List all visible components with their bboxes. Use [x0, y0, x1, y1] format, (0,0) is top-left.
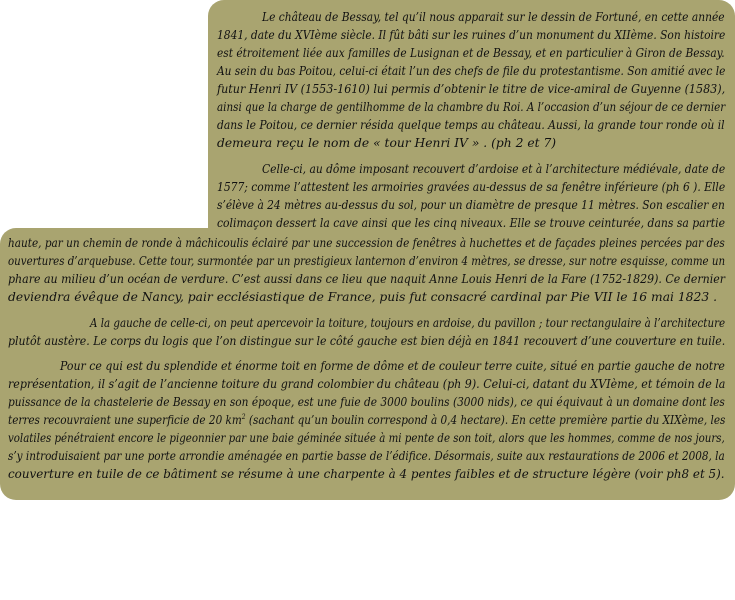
superscript-2: 2 [241, 412, 246, 421]
paragraph-4-line-3: puissance de la chastelerie de Bessay en son époque, est une fuie de 3000 boulins (3000 nids), ce qui équivaut à un domaine dont les [8, 395, 725, 409]
paragraph-4-line-7: couverture en tuile de ce bâtiment se résume à une charpente à 4 pentes faibles et de structure légère (voir ph8 et 5). [8, 467, 725, 481]
paragraph-3-line-1: A la gauche de celle-ci, on peut apercevoir la toiture, toujours en ardoise, du pavillon ; tour rectangulaire à l’architecture [90, 316, 726, 330]
paragraph-2-line-3: s’élève à 24 mètres au-dessus du sol, pour un diamètre de presque 11 mètres. Son escalier en [217, 198, 725, 212]
paragraph-4-line-4-rest: (sachant qu’un boulin correspond à 0,4 hectare). En cette première partie du XIXème, les [245, 413, 726, 427]
paragraph-4-line-6: s’y introduisaient par une porte arrondie aménagée en partie basse de l’édifice. Désormais, suite aux restaurations de 2006 et 2008, la [8, 449, 725, 463]
paragraph-2-line-7: phare au milieu d’un océan de verdure. C’est aussi dans ce lieu que naquit Anne Louis Henri de la Fare (1752-1829). Ce dernier [8, 272, 726, 286]
paragraph-2-line-4: colimaçon dessert la cave ainsi que les cinq niveaux. Elle se trouve ceinturée, dans sa partie [217, 216, 725, 230]
paragraph-1-line-5: futur Henri IV (1553-1610) lui permis d’obtenir le titre de vice-amiral de Guyenne (1583), [217, 82, 726, 96]
paragraph-2-line-1: Celle-ci, au dôme imposant recouvert d’ardoise et à l’architecture médiévale, date de [262, 162, 726, 176]
paragraph-1-line-2: 1841, date du XVIème siècle. Il fût bâti sur les ruines d’un monument du XIIème. Son histoire [217, 28, 726, 42]
paragraph-2-line-2: 1577; comme l’attestent les armoiries gravées au-dessus de sa fenêtre inférieure (ph 6 ). Elle [217, 180, 726, 194]
paragraph-2-line-5: haute, par un chemin de ronde à mâchicoulis éclairé par une succession de fenêtres à huchettes et de façades pleines percées par des [8, 236, 725, 250]
paragraph-4-line-4 [8, 411, 725, 430]
paragraph-3-line-2: plutôt austère. Le corps du logis que l’on distingue sur le côté gauche est bien déjà en 1841 recouvert d’une couverture en tuile. [8, 334, 726, 348]
paragraph-2-line-8: deviendra évêque de Nancy, pair ecclésiastique de France, puis fut consacré cardinal par Pie VII le 16 mai 1823 . [8, 290, 717, 304]
paragraph-4-line-1: Pour ce qui est du splendide et énorme toit en forme de dôme et de couleur terre cuite, situé en partie gauche de notre [60, 359, 725, 373]
paragraph-1-line-7: dans le Poitou, ce dernier résida quelque temps au château. Aussi, la grande tour ronde où il [217, 118, 725, 132]
paragraph-1-line-8: demeura reçu le nom de « tour Henri IV » . (ph 2 et 7) [217, 136, 557, 150]
paragraph-1-line-4: Au sein du bas Poitou, celui-ci était l’un des chefs de file du protestantisme. Son amitié avec le [217, 64, 726, 78]
paragraph-1-line-1: Le château de Bessay, tel qu’il nous apparait sur le dessin de Fortuné, en cette année [262, 10, 725, 24]
paragraph-4-line-5: volatiles pénétraient encore le pigeonnier par une baie géminée située à mi pente de son toit, alors que les hommes, comme de nos jours, [8, 431, 725, 445]
paragraph-4-line-2: représentation, il s’agit de l’ancienne toiture du grand colombier du château (ph 9). Celui-ci, datant du XVIème, et témoin de la [8, 377, 726, 391]
paragraph-1-line-6: ainsi que la charge de gentilhomme de la chambre du Roi. A l’occasion d’un séjour de ce dernier [217, 100, 726, 114]
paragraph-1-line-3: est étroitement liée aux familles de Lusignan et de Bessay, et en particulier à Giron de Bessay. [217, 46, 725, 60]
paragraph-4-line-4-start: terres recouvraient une superficie de 20 km [8, 413, 242, 427]
paragraph-2-line-6: ouvertures d’arquebuse. Cette tour, surmontée par un prestigieux lanternon d’environ 4 mètres, se dresse, sur notre esquisse, comme un [8, 254, 726, 268]
